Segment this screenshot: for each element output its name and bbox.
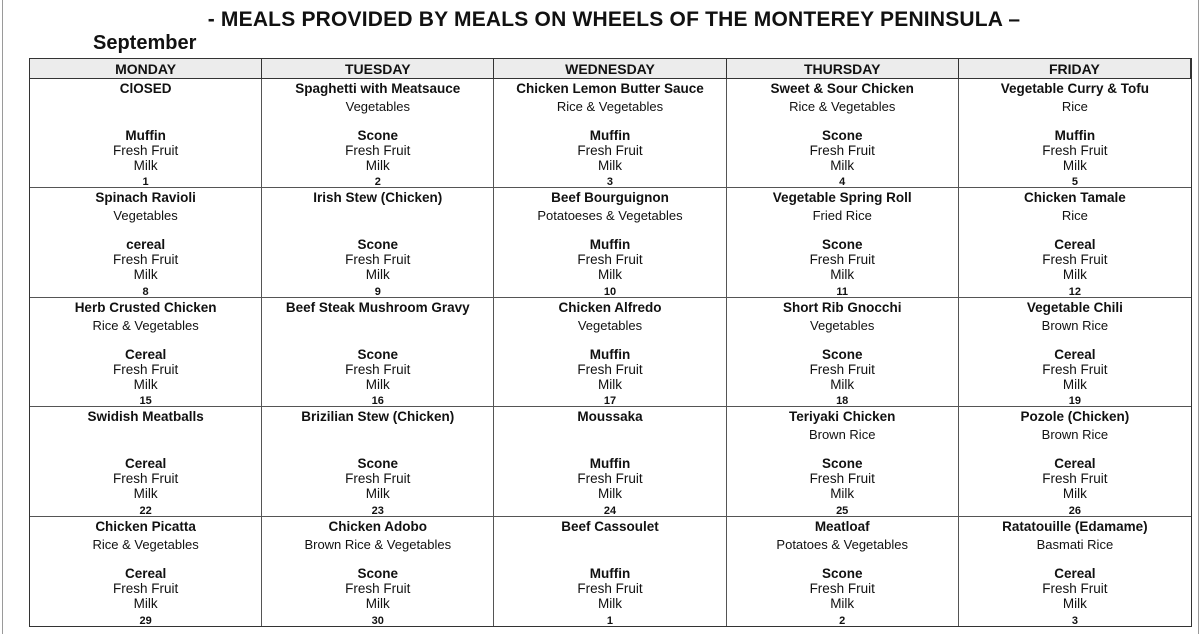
meal-bread: Scone — [357, 565, 399, 581]
meal-milk: Milk — [133, 376, 158, 392]
meal-cell — [30, 79, 262, 188]
meal-milk: Milk — [830, 267, 855, 283]
meal-fruit: Fresh Fruit — [1042, 361, 1108, 377]
meal-bread: Cereal — [1054, 237, 1096, 253]
day-number: 9 — [374, 285, 381, 298]
meal-cell — [262, 517, 494, 626]
day-number: 23 — [371, 504, 384, 517]
meal-cell — [727, 188, 959, 297]
day-number: 2 — [374, 176, 381, 189]
meal-milk: Milk — [365, 267, 390, 283]
meal-fruit: Fresh Fruit — [1042, 252, 1108, 268]
meal-bread: Scone — [357, 456, 399, 472]
meal-fruit: Fresh Fruit — [1042, 143, 1108, 158]
day-number: 1 — [606, 615, 614, 627]
meal-milk: Milk — [365, 376, 390, 392]
meal-main-dish: Spinach Ravioli — [95, 190, 196, 206]
meal-milk: Milk — [1062, 376, 1087, 392]
meal-milk: Milk — [1062, 158, 1087, 173]
day-header-thursday: THURSDAY — [727, 59, 959, 79]
meal-main-dish: Swidish Meatballs — [87, 409, 204, 425]
day-number: 5 — [1071, 176, 1078, 189]
meal-side-dish: Vegetables — [810, 317, 875, 333]
meal-main-dish: Vegetable Spring Roll — [772, 190, 912, 206]
meal-milk: Milk — [365, 158, 390, 173]
meal-main-dish: Vegetable Chili — [1026, 299, 1123, 315]
meal-milk: Milk — [1062, 486, 1087, 502]
day-number: 3 — [1071, 615, 1078, 627]
meal-side-dish: Fried Rice — [812, 208, 872, 224]
meal-main-dish: Chicken Alfredo — [558, 299, 662, 315]
meal-cell — [959, 517, 1191, 626]
day-number: 12 — [1068, 285, 1082, 298]
meal-bread: Muffin — [589, 128, 631, 143]
meal-main-dish: Chicken Picatta — [95, 518, 196, 534]
meal-side-dish: Rice & Vegetables — [92, 317, 199, 333]
meal-fruit: Fresh Fruit — [345, 471, 411, 487]
meal-bread: Muffin — [589, 565, 631, 581]
meal-bread: Scone — [357, 128, 399, 143]
meal-cell — [494, 407, 726, 516]
day-header-wednesday: WEDNESDAY — [494, 59, 726, 79]
day-header-tuesday: TUESDAY — [262, 59, 494, 79]
meal-cell — [30, 407, 262, 516]
meal-side-dish: Potatoes & Vegetables — [776, 536, 908, 552]
meal-main-dish: Chicken Tamale — [1023, 190, 1126, 206]
meal-side-dish: Rice — [1061, 208, 1088, 224]
meal-cell — [494, 188, 726, 297]
meal-milk: Milk — [133, 158, 158, 173]
meal-bread: Muffin — [589, 346, 631, 362]
meal-cell — [727, 298, 959, 407]
meal-side-dish: Vegetables — [345, 99, 410, 114]
meal-fruit: Fresh Fruit — [577, 143, 643, 158]
meal-cell — [494, 79, 726, 188]
meal-main-dish: Brizilian Stew (Chicken) — [301, 409, 455, 425]
meal-side-dish: Brown Rice — [808, 427, 876, 443]
day-number: 30 — [371, 615, 384, 627]
meal-fruit: Fresh Fruit — [809, 361, 875, 377]
meal-fruit: Fresh Fruit — [112, 471, 179, 487]
page-title: - MEALS PROVIDED BY MEALS ON WHEELS OF THE MONTEREY PENINSULA – — [207, 8, 1021, 31]
meal-fruit: Fresh Fruit — [809, 252, 875, 268]
day-number: 8 — [142, 285, 149, 298]
meal-main-dish: Beef Steak Mushroom Gravy — [285, 299, 470, 315]
meal-milk: Milk — [365, 486, 390, 502]
day-number: 11 — [836, 285, 849, 298]
meal-milk: Milk — [597, 376, 622, 392]
meal-fruit: Fresh Fruit — [345, 143, 411, 158]
meal-side-dish: Brown Rice — [1041, 317, 1109, 333]
meal-fruit: Fresh Fruit — [345, 361, 411, 377]
meal-bread: Scone — [821, 128, 863, 143]
meal-cell — [262, 298, 494, 407]
meal-milk: Milk — [365, 595, 390, 611]
meal-bread: Scone — [357, 346, 399, 362]
meal-milk: Milk — [1062, 267, 1087, 283]
meal-main-dish: ClOSED — [119, 81, 172, 96]
meal-main-dish: Meatloaf — [814, 518, 870, 534]
meal-main-dish: Beef Bourguignon — [551, 190, 669, 206]
meal-fruit: Fresh Fruit — [112, 143, 179, 158]
meal-fruit: Fresh Fruit — [345, 252, 411, 268]
day-number: 25 — [836, 504, 849, 517]
meal-bread: Cereal — [1054, 346, 1096, 362]
meal-fruit: Fresh Fruit — [1042, 580, 1108, 596]
meal-main-dish: Ratatouille (Edamame) — [1002, 518, 1148, 534]
meal-main-dish: Sweet & Sour Chicken — [770, 81, 914, 96]
menu-calendar-grid — [29, 58, 1192, 627]
meal-side-dish: Vegetables — [113, 208, 178, 224]
meal-cell — [959, 407, 1191, 516]
meal-side-dish: Vegetables — [577, 317, 643, 333]
meal-main-dish: Short Rib Gnocchi — [782, 299, 902, 315]
day-number: 16 — [371, 395, 384, 408]
meal-cell — [30, 298, 262, 407]
day-number: 24 — [603, 504, 617, 517]
meal-main-dish: Chicken Adobo — [328, 518, 428, 534]
meal-bread: Cereal — [124, 456, 167, 472]
meal-main-dish: Teriyaki Chicken — [789, 409, 896, 425]
meal-main-dish: Vegetable Curry & Tofu — [1000, 81, 1150, 96]
meal-fruit: Fresh Fruit — [577, 471, 643, 487]
meal-cell — [959, 79, 1191, 188]
meal-cell — [262, 79, 494, 188]
meal-main-dish: Irish Stew (Chicken) — [313, 190, 443, 206]
day-number: 4 — [839, 176, 846, 189]
meal-cell — [727, 407, 959, 516]
meal-side-dish: Rice & Vegetables — [556, 99, 664, 114]
meal-cell — [727, 517, 959, 626]
page-edge-right — [1198, 0, 1199, 634]
meal-fruit: Fresh Fruit — [577, 361, 643, 377]
meal-milk: Milk — [133, 595, 158, 611]
meal-side-dish: Rice & Vegetables — [789, 99, 896, 114]
meal-main-dish: Pozole (Chicken) — [1020, 409, 1130, 425]
meal-main-dish: Spaghetti with Meatsauce — [295, 81, 461, 96]
meal-milk: Milk — [597, 267, 622, 283]
meal-bread: Muffin — [125, 128, 166, 143]
meal-fruit: Fresh Fruit — [112, 361, 179, 377]
meal-cell — [262, 407, 494, 516]
meal-bread: Cereal — [1054, 565, 1096, 581]
meal-bread: Scone — [821, 237, 863, 253]
meal-fruit: Fresh Fruit — [345, 580, 411, 596]
day-number: 17 — [603, 395, 617, 408]
meal-fruit: Fresh Fruit — [809, 471, 875, 487]
day-number: 18 — [836, 395, 849, 408]
meal-side-dish: Brown Rice — [1041, 427, 1109, 443]
meal-bread: cereal — [126, 237, 166, 253]
day-number: 29 — [139, 615, 152, 627]
meal-fruit: Fresh Fruit — [112, 580, 179, 596]
meal-cell — [959, 298, 1191, 407]
day-number: 15 — [139, 395, 152, 408]
meal-milk: Milk — [830, 158, 855, 173]
day-number: 2 — [839, 615, 846, 627]
meal-fruit: Fresh Fruit — [809, 143, 875, 158]
day-number: 26 — [1068, 504, 1082, 517]
meal-bread: Muffin — [589, 456, 631, 472]
meal-cell — [727, 79, 959, 188]
meal-milk: Milk — [597, 486, 622, 502]
meal-side-dish: Potatoeses & Vegetables — [537, 208, 683, 224]
meal-side-dish: Brown Rice & Vegetables — [304, 536, 452, 552]
page-edge-left — [2, 0, 3, 634]
meal-fruit: Fresh Fruit — [809, 580, 875, 596]
meal-side-dish: Rice — [1061, 99, 1088, 114]
meal-fruit: Fresh Fruit — [112, 252, 179, 268]
meal-main-dish: Herb Crusted Chicken — [74, 299, 217, 315]
meal-milk: Milk — [830, 376, 855, 392]
day-header-friday: FRIDAY — [959, 59, 1191, 79]
meal-bread: Scone — [357, 237, 399, 253]
meal-bread: Muffin — [589, 237, 631, 253]
meal-bread: Scone — [821, 456, 863, 472]
meal-fruit: Fresh Fruit — [1042, 471, 1108, 487]
meal-milk: Milk — [1062, 595, 1087, 611]
day-number: 1 — [142, 176, 149, 189]
meal-bread: Scone — [821, 565, 863, 581]
meal-cell — [494, 517, 726, 626]
meal-milk: Milk — [597, 158, 622, 173]
meal-side-dish: Rice & Vegetables — [92, 536, 199, 552]
meal-fruit: Fresh Fruit — [577, 252, 643, 268]
day-header-monday: MONDAY — [30, 59, 262, 79]
meal-milk: Milk — [133, 267, 158, 283]
meal-main-dish: Moussaka — [577, 409, 643, 425]
meal-main-dish: Beef Cassoulet — [561, 518, 659, 534]
day-number: 22 — [139, 504, 152, 517]
meal-main-dish: Chicken Lemon Butter Sauce — [516, 81, 704, 96]
meal-side-dish: Basmati Rice — [1036, 536, 1114, 552]
day-number: 3 — [606, 176, 614, 189]
meal-cell — [494, 298, 726, 407]
day-number: 10 — [603, 285, 617, 298]
month-label: September — [93, 32, 197, 54]
meal-fruit: Fresh Fruit — [577, 580, 643, 596]
meal-cell — [959, 188, 1191, 297]
meal-cell — [30, 517, 262, 626]
meal-milk: Milk — [830, 595, 855, 611]
meal-bread: Muffin — [1054, 128, 1096, 143]
meal-bread: Cereal — [1054, 456, 1096, 472]
meal-bread: Scone — [821, 346, 863, 362]
meal-milk: Milk — [597, 595, 622, 611]
meal-bread: Cereal — [124, 565, 167, 581]
meal-cell — [262, 188, 494, 297]
meal-cell — [30, 188, 262, 297]
meal-bread: Cereal — [124, 346, 167, 362]
day-number: 19 — [1068, 395, 1082, 408]
meal-milk: Milk — [830, 486, 855, 502]
meal-milk: Milk — [133, 486, 158, 502]
